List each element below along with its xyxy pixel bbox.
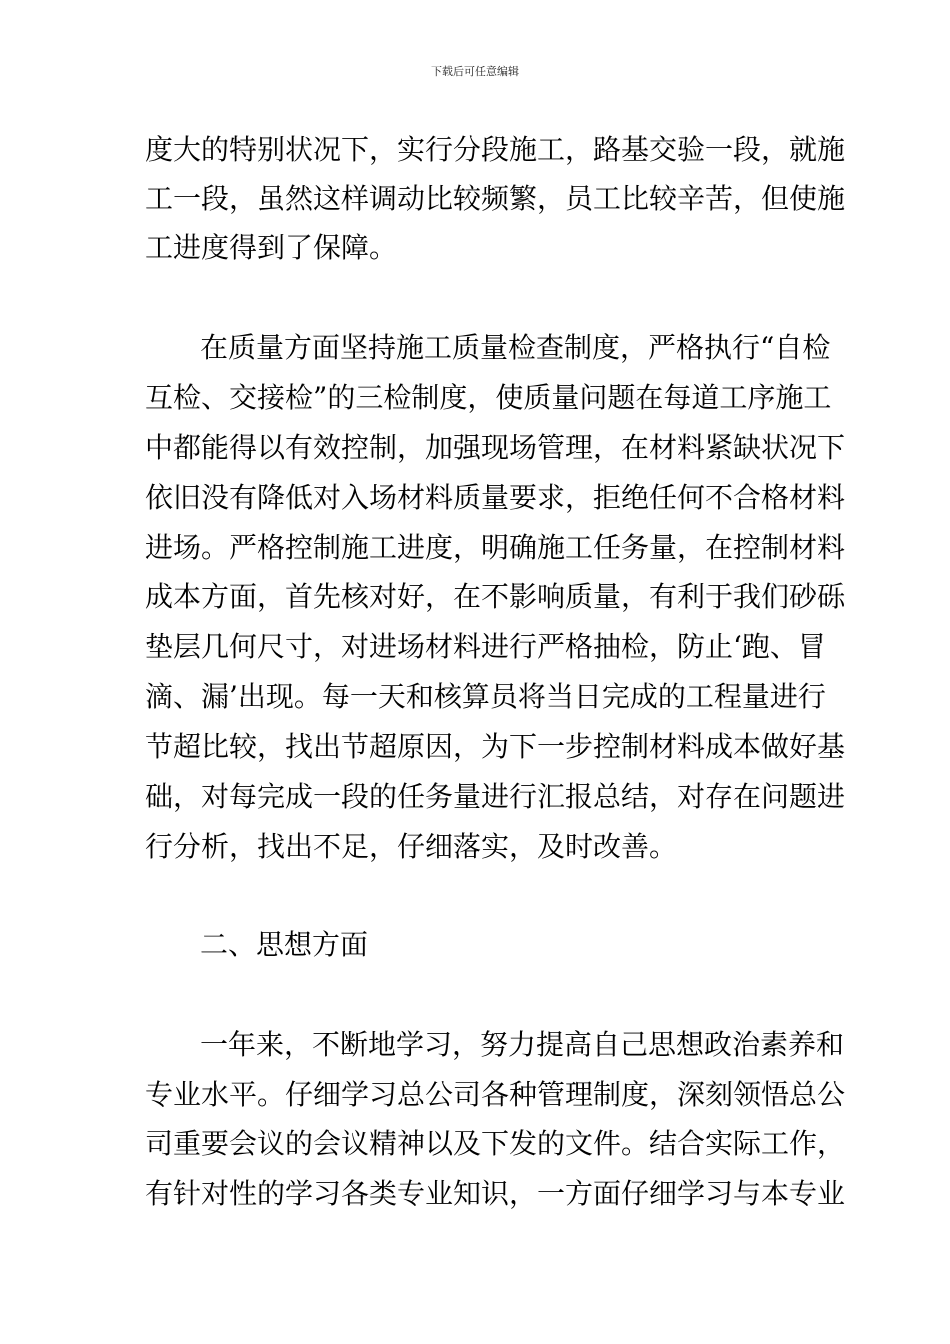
paragraph-line: 节超比较，找出节超原因，为下一步控制材料成本做好基 (145, 730, 846, 763)
paragraph-line: 在质量方面坚持施工质量检查制度，严格执行“自检 (200, 331, 831, 364)
paragraph-line: 互检、交接检”的三检制度，使质量问题在每道工序施工 (145, 381, 832, 414)
paragraph-line: 一年来，不断地学习，努力提高自己思想政治素养和 (200, 1028, 845, 1061)
paragraph-line: 行分析，找出不足，仔细落实，及时改善。 (145, 830, 678, 863)
paragraph-line: 垫层几何尺寸，对进场材料进行严格抽检，防止‘跑、冒 (145, 630, 826, 663)
section-heading: 二、思想方面 (200, 928, 369, 961)
paragraph-line: 工进度得到了保障。 (145, 231, 398, 264)
paragraph-line: 工一段，虽然这样调动比较频繁，员工比较辛苦，但使施 (145, 182, 846, 215)
paragraph-line: 司重要会议的会议精神以及下发的文件。结合实际工作， (145, 1127, 846, 1160)
paragraph-line: 度大的特别状况下，实行分段施工，路基交验一段，就施 (145, 133, 846, 166)
paragraph-line: 有针对性的学习各类专业知识，一方面仔细学习与本专业 (145, 1177, 846, 1210)
paragraph-line: 专业水平。仔细学习总公司各种管理制度，深刻领悟总公 (145, 1078, 846, 1111)
paragraph-line: 依旧没有降低对入场材料质量要求，拒绝任何不合格材料 (145, 481, 846, 514)
paragraph-line: 进场。严格控制施工进度，明确施工任务量，在控制材料 (145, 531, 846, 564)
paragraph-line: 中都能得以有效控制，加强现场管理，在材料紧缺状况下 (145, 431, 846, 464)
paragraph-line: 成本方面，首先核对好，在不影响质量，有利于我们砂砾 (145, 580, 846, 613)
paragraph-line: 滴、漏’出现。每一天和核算员将当日完成的工程量进行 (145, 680, 826, 713)
paragraph-line: 础，对每完成一段的任务量进行汇报总结，对存在问题进 (145, 780, 846, 813)
page-header: 下载后可任意编辑 (431, 65, 519, 78)
